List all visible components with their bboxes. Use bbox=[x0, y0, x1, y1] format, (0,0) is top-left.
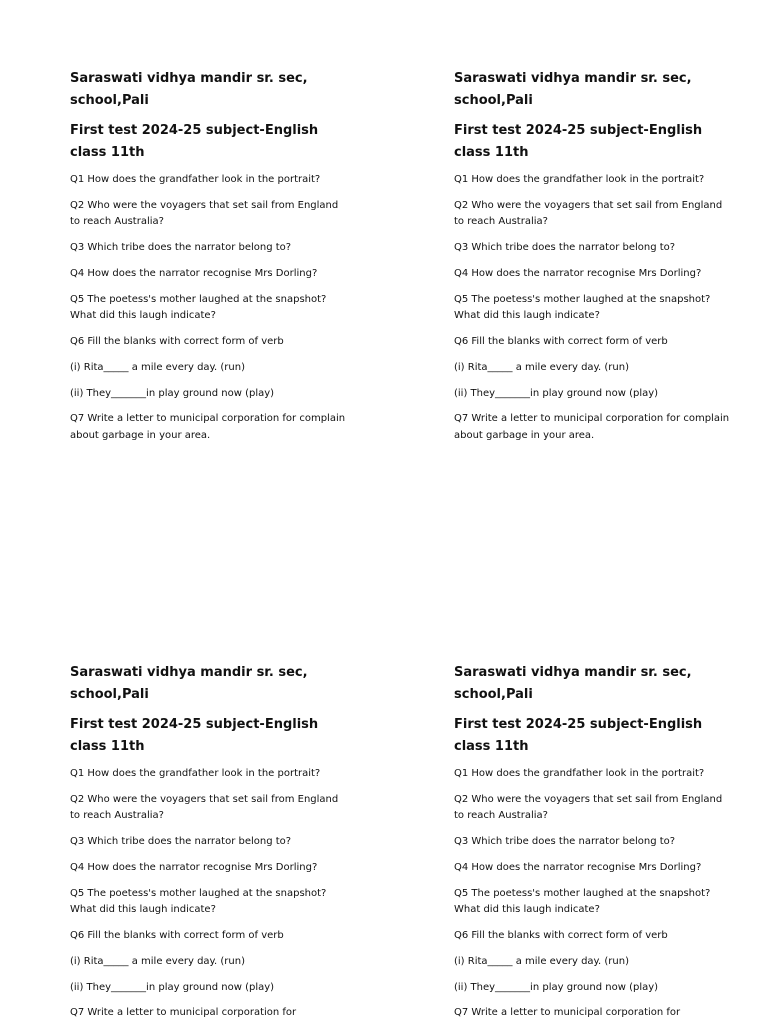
school-name: Saraswati vidhya mandir sr. sec, school,Pali bbox=[454, 665, 692, 702]
test-title: First test 2024-25 subject-English class 11th bbox=[70, 123, 319, 160]
question-4: Q4 How does the narrator recognise Mrs Dorling? bbox=[70, 267, 318, 279]
question-6: Q6 Fill the blanks with correct form of verb bbox=[454, 930, 668, 942]
question-7: Q7 Write a letter to municipal corporation for bbox=[70, 1007, 297, 1019]
question-6: Q6 Fill the blanks with correct form of verb bbox=[70, 336, 284, 348]
question-6-ii: (ii) They_______in play ground now (play) bbox=[70, 981, 275, 993]
question-1: Q1 How does the grandfather look in the portrait? bbox=[70, 768, 321, 779]
test-paper-bottom-right bbox=[454, 662, 734, 1024]
question-3: Q3 Which tribe does the narrator belong to? bbox=[454, 242, 676, 254]
question-1: Q1 How does the grandfather look in the portrait? bbox=[70, 174, 321, 185]
question-4: Q4 How does the narrator recognise Mrs Dorling? bbox=[454, 267, 702, 279]
question-list bbox=[70, 172, 350, 445]
question-4: Q4 How does the narrator recognise Mrs Dorling? bbox=[70, 861, 318, 873]
question-5: Q5 The poetess's mother laughed at the snapshot? What did this laugh indicate? bbox=[70, 293, 327, 322]
question-list bbox=[454, 766, 734, 1022]
question-6-ii: (ii) They_______in play ground now (play) bbox=[454, 981, 659, 993]
question-6-ii: (ii) They_______in play ground now (play) bbox=[70, 387, 275, 399]
question-6: Q6 Fill the blanks with correct form of verb bbox=[70, 930, 284, 942]
question-4: Q4 How does the narrator recognise Mrs Dorling? bbox=[454, 861, 702, 873]
test-paper-top-left bbox=[70, 68, 350, 454]
school-name: Saraswati vidhya mandir sr. sec, school,Pali bbox=[70, 665, 308, 702]
question-5: Q5 The poetess's mother laughed at the snapshot? What did this laugh indicate? bbox=[454, 887, 711, 916]
question-2: Q2 Who were the voyagers that set sail from England to reach Australia? bbox=[454, 199, 723, 228]
question-3: Q3 Which tribe does the narrator belong to? bbox=[454, 836, 676, 848]
school-name: Saraswati vidhya mandir sr. sec, school,Pali bbox=[70, 71, 308, 108]
question-1: Q1 How does the grandfather look in the portrait? bbox=[454, 174, 705, 185]
test-title: First test 2024-25 subject-English class 11th bbox=[454, 717, 703, 754]
test-paper-bottom-left bbox=[70, 662, 350, 1024]
question-3: Q3 Which tribe does the narrator belong to? bbox=[70, 242, 292, 254]
test-paper-top-right bbox=[454, 68, 734, 454]
question-1: Q1 How does the grandfather look in the portrait? bbox=[454, 768, 705, 779]
question-6-i: (i) Rita_____ a mile every day. (run) bbox=[454, 955, 629, 967]
test-title: First test 2024-25 subject-English class 11th bbox=[70, 717, 319, 754]
test-title: First test 2024-25 subject-English class 11th bbox=[454, 123, 703, 160]
question-list bbox=[454, 172, 734, 445]
school-name: Saraswati vidhya mandir sr. sec, school,Pali bbox=[454, 71, 692, 108]
question-6-i: (i) Rita_____ a mile every day. (run) bbox=[70, 955, 245, 967]
question-5: Q5 The poetess's mother laughed at the snapshot? What did this laugh indicate? bbox=[70, 887, 327, 916]
question-5: Q5 The poetess's mother laughed at the snapshot? What did this laugh indicate? bbox=[454, 293, 711, 322]
question-list bbox=[70, 766, 350, 1022]
question-6-i: (i) Rita_____ a mile every day. (run) bbox=[454, 361, 629, 373]
question-7: Q7 Write a letter to municipal corporation for bbox=[454, 1007, 681, 1019]
question-3: Q3 Which tribe does the narrator belong to? bbox=[70, 836, 292, 848]
question-7: Q7 Write a letter to municipal corporation for complain about garbage in your area. bbox=[454, 413, 730, 442]
question-7: Q7 Write a letter to municipal corporation for complain about garbage in your area. bbox=[70, 413, 346, 442]
question-2: Q2 Who were the voyagers that set sail from England to reach Australia? bbox=[454, 793, 723, 822]
question-2: Q2 Who were the voyagers that set sail from England to reach Australia? bbox=[70, 793, 339, 822]
question-2: Q2 Who were the voyagers that set sail from England to reach Australia? bbox=[70, 199, 339, 228]
question-6-ii: (ii) They_______in play ground now (play) bbox=[454, 387, 659, 399]
question-6-i: (i) Rita_____ a mile every day. (run) bbox=[70, 361, 245, 373]
question-6: Q6 Fill the blanks with correct form of verb bbox=[454, 336, 668, 348]
